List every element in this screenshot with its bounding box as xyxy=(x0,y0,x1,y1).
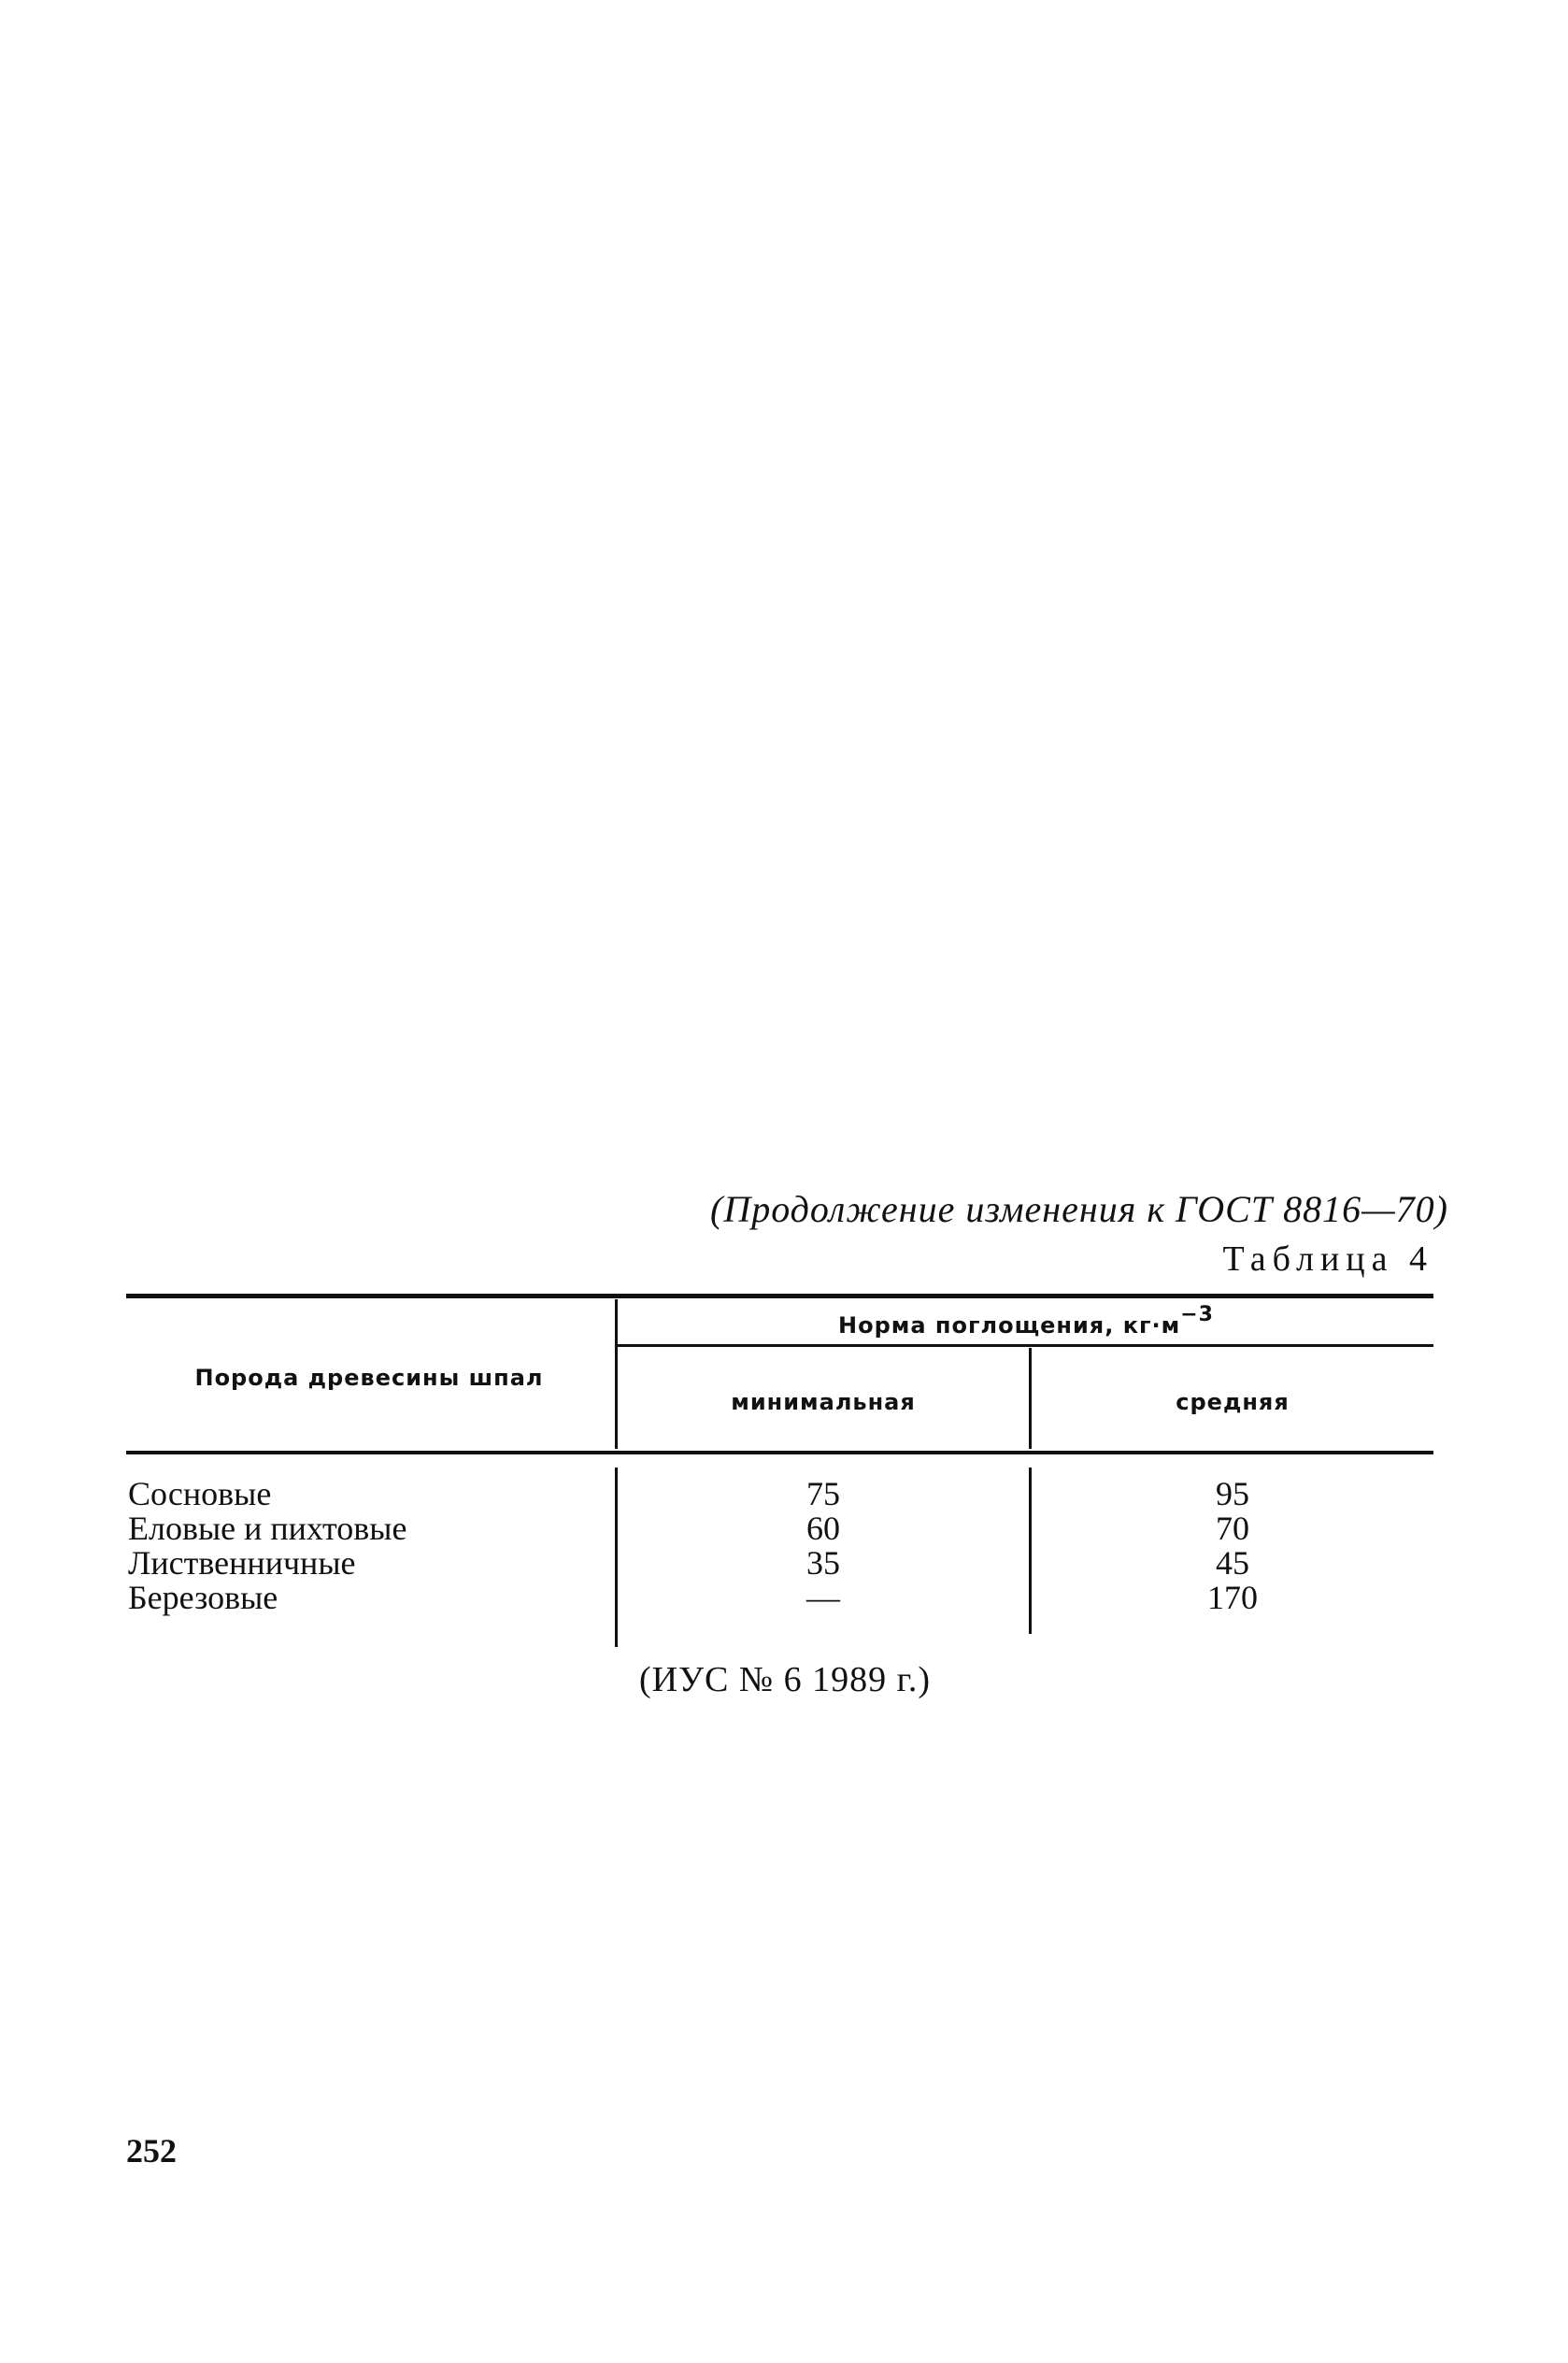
header-minimum: минимальная xyxy=(731,1389,916,1415)
row-minimum: — xyxy=(806,1579,840,1616)
row-minimum: 60 xyxy=(806,1510,840,1547)
continuation-note: (Продолжение изменения к ГОСТ 8816—70) xyxy=(710,1188,1448,1230)
header-absorption-norm xyxy=(619,1303,1433,1339)
header-average: средняя xyxy=(1176,1389,1290,1415)
row-species: Березовые xyxy=(128,1579,278,1616)
row-average: 70 xyxy=(1216,1510,1249,1547)
table-label: Таблица 4 xyxy=(1222,1239,1433,1279)
row-average: 170 xyxy=(1207,1579,1258,1616)
table-row xyxy=(0,1511,1568,1546)
page-number: 252 xyxy=(126,2132,177,2170)
table-row xyxy=(0,1477,1568,1511)
header-norm-exponent: −3 xyxy=(1180,1303,1214,1326)
table-row xyxy=(0,1546,1568,1581)
row-average: 45 xyxy=(1216,1544,1249,1582)
row-species: Сосновые xyxy=(128,1475,272,1512)
table-body xyxy=(0,1477,1568,1615)
row-species: Еловые и пихтовые xyxy=(128,1510,407,1547)
row-minimum: 35 xyxy=(806,1544,840,1582)
row-minimum: 75 xyxy=(806,1475,840,1512)
source-note: (ИУС № 6 1989 г.) xyxy=(638,1660,932,1699)
column-divider-1-header xyxy=(615,1299,618,1449)
row-species: Лиственничные xyxy=(128,1544,356,1582)
header-species: Порода древесины шпал xyxy=(194,1365,544,1391)
row-average: 95 xyxy=(1216,1475,1249,1512)
table-row xyxy=(0,1581,1568,1615)
table-top-rule xyxy=(126,1294,1433,1298)
table-subheader-rule xyxy=(617,1344,1433,1347)
table-header-bottom-rule xyxy=(126,1451,1433,1454)
header-norm-text: Норма поглощения, кг·м xyxy=(838,1312,1181,1339)
